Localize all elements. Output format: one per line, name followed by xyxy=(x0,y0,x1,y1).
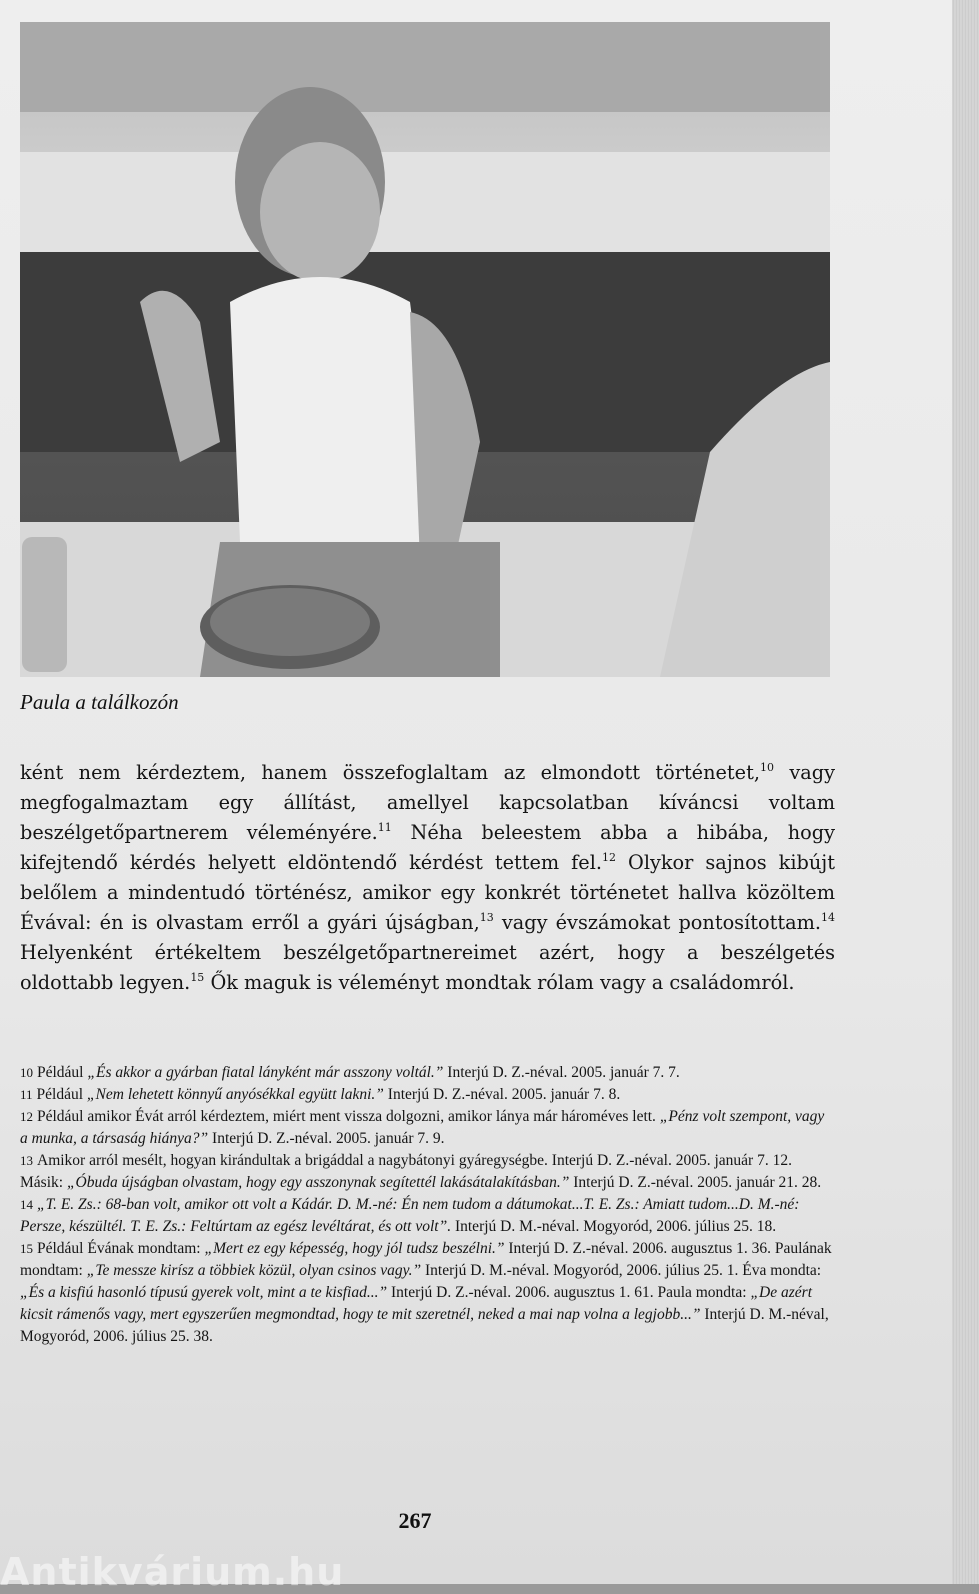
body-paragraph xyxy=(20,758,835,998)
footnote-number: 12 xyxy=(20,1109,33,1124)
footnote-number: 15 xyxy=(20,1241,33,1256)
footnote-quote: „És akkor a gyárban fiatal lányként már asszony voltál.” xyxy=(87,1064,444,1081)
footnote-text: Amikor arról mesélt, hogyan kirándultak a brigáddal a nagybátonyi gyáregységbe. Interjú D. Z.-néval. 2005. január 7. 12. Másik: xyxy=(20,1152,792,1191)
footnote-ref[interactable]: 12 xyxy=(602,851,617,864)
footnote-quote: „És a kisfiú hasonló típusú gyerek volt, mint a te kisfiad...” xyxy=(20,1284,388,1301)
footnote-text: Interjú D. M.-néval. Mogyoród, 2006. július 25. 18. xyxy=(451,1218,777,1235)
footnote-ref[interactable]: 10 xyxy=(759,761,774,774)
footnote-12 xyxy=(20,1106,835,1150)
footnote-ref[interactable]: 14 xyxy=(821,911,836,924)
footnote-text: Interjú D. Z.-néval. 2006. augusztus 1. 36. Paulának mondtam: xyxy=(20,1240,832,1279)
text-segment: Helyenként értékeltem beszélgetőpartnereimet azért, hogy a beszélgetés oldottabb legyen. xyxy=(20,941,835,994)
footnote-text: Interjú D. Z.-néval. 2005. január 21. 28. xyxy=(569,1174,822,1191)
footnote-ref[interactable]: 13 xyxy=(479,911,494,924)
footnote-quote: „Mert ez egy képesség, hogy jól tudsz beszélni.” xyxy=(204,1240,505,1257)
footnote-quote: „Te messze kirísz a többiek közül, olyan csinos vagy.” xyxy=(86,1262,422,1279)
text-segment: vagy évszámokat pontosítottam. xyxy=(493,911,822,934)
footnote-14 xyxy=(20,1194,835,1238)
footnote-10 xyxy=(20,1062,835,1084)
text-segment: Néha beleestem abba a hibába, hogy kifejtendő kérdés helyett eldöntendő kérdést tettem fel. xyxy=(20,821,835,874)
footnote-quote: „De azért kicsit rámenős vagy, mert egyszerűen megmondtad, hogy te mit szeretnél, neked a mai nap volna a legjobb...” xyxy=(20,1284,813,1323)
footnote-number: 14 xyxy=(20,1197,33,1212)
page-number: 267 xyxy=(398,1508,432,1533)
footnote-ref[interactable]: 15 xyxy=(190,971,205,984)
footnote-11 xyxy=(20,1084,835,1106)
footnote-text: Például amikor Évát arról kérdeztem, miért ment vissza dolgozni, amikor lánya már hároméves lett. xyxy=(37,1108,660,1125)
photo-paula xyxy=(20,22,830,677)
footnotes xyxy=(20,1062,835,1348)
footnote-text: Interjú D. M.-néval. Mogyoród, 2006. július 25. 1. Éva mondta: xyxy=(421,1262,822,1279)
footnote-number: 11 xyxy=(20,1087,33,1102)
footnote-text: Interjú D. M.-néval, Mogyoród, 2006. július 25. 38. xyxy=(20,1306,829,1345)
footnote-quote: „T. E. Zs.: 68-ban volt, amikor ott volt a Kádár. D. M.-né: Én nem tudom a dátumokat...T. E. Zs.: Amiatt tudom...D. M.-né: Persze, készültél. T. E. Zs.: Feltúrtam az egész levéltárat, és ott volt”. xyxy=(20,1196,800,1235)
footnote-text: Például xyxy=(36,1086,87,1103)
footnote-text: Interjú D. Z.-néval. 2005. január 7. 9. xyxy=(208,1130,445,1147)
footnote-text: Interjú D. Z.-néval. 2006. augusztus 1. 61. Paula mondta: xyxy=(387,1284,751,1301)
text-segment: Olykor sajnos kibújt belőlem a mindentudó történész, amikor egy konkrét történetet hallva közöltem Évával: én is olvastam erről a gyári újságban, xyxy=(20,851,836,934)
page-edge xyxy=(952,0,979,1584)
watermark: Antikvárium.hu xyxy=(0,1550,345,1594)
footnote-text: Interjú D. Z.-néval. 2005. január 7. 7. xyxy=(443,1064,680,1081)
photo-illustration xyxy=(20,22,830,677)
footnote-number: 13 xyxy=(20,1153,33,1168)
text-segment: ként nem kérdeztem, hanem összefoglaltam az elmondott történetet, xyxy=(20,761,760,784)
text-segment: vagy megfogalmaztam egy állítást, amellyel kapcsolatban kíváncsi voltam beszélgetőpartnerem véleményére. xyxy=(20,761,835,844)
footnote-quote: „Pénz volt szempont, vagy a munka, a társaság hiánya?” xyxy=(20,1108,825,1147)
footnote-number: 10 xyxy=(20,1065,33,1080)
footnote-text: Interjú D. Z.-néval. 2005. január 7. 8. xyxy=(383,1086,621,1103)
footnote-text: Például Évának mondtam: xyxy=(37,1240,205,1257)
footnote-quote: „Nem lehetett könnyű anyósékkal együtt lakni.” xyxy=(86,1086,384,1103)
footnote-15 xyxy=(20,1238,835,1348)
footnote-text: Például xyxy=(37,1064,88,1081)
footnote-ref[interactable]: 11 xyxy=(377,821,392,834)
footnote-13 xyxy=(20,1150,835,1194)
text-segment: Ők maguk is véleményt mondtak rólam vagy a családomról. xyxy=(204,971,795,994)
photo-caption: Paula a találkozón xyxy=(20,690,179,714)
footnote-quote: „Óbuda újságban olvastam, hogy egy asszonynak segítettél lakásátalakításban.” xyxy=(66,1174,570,1191)
